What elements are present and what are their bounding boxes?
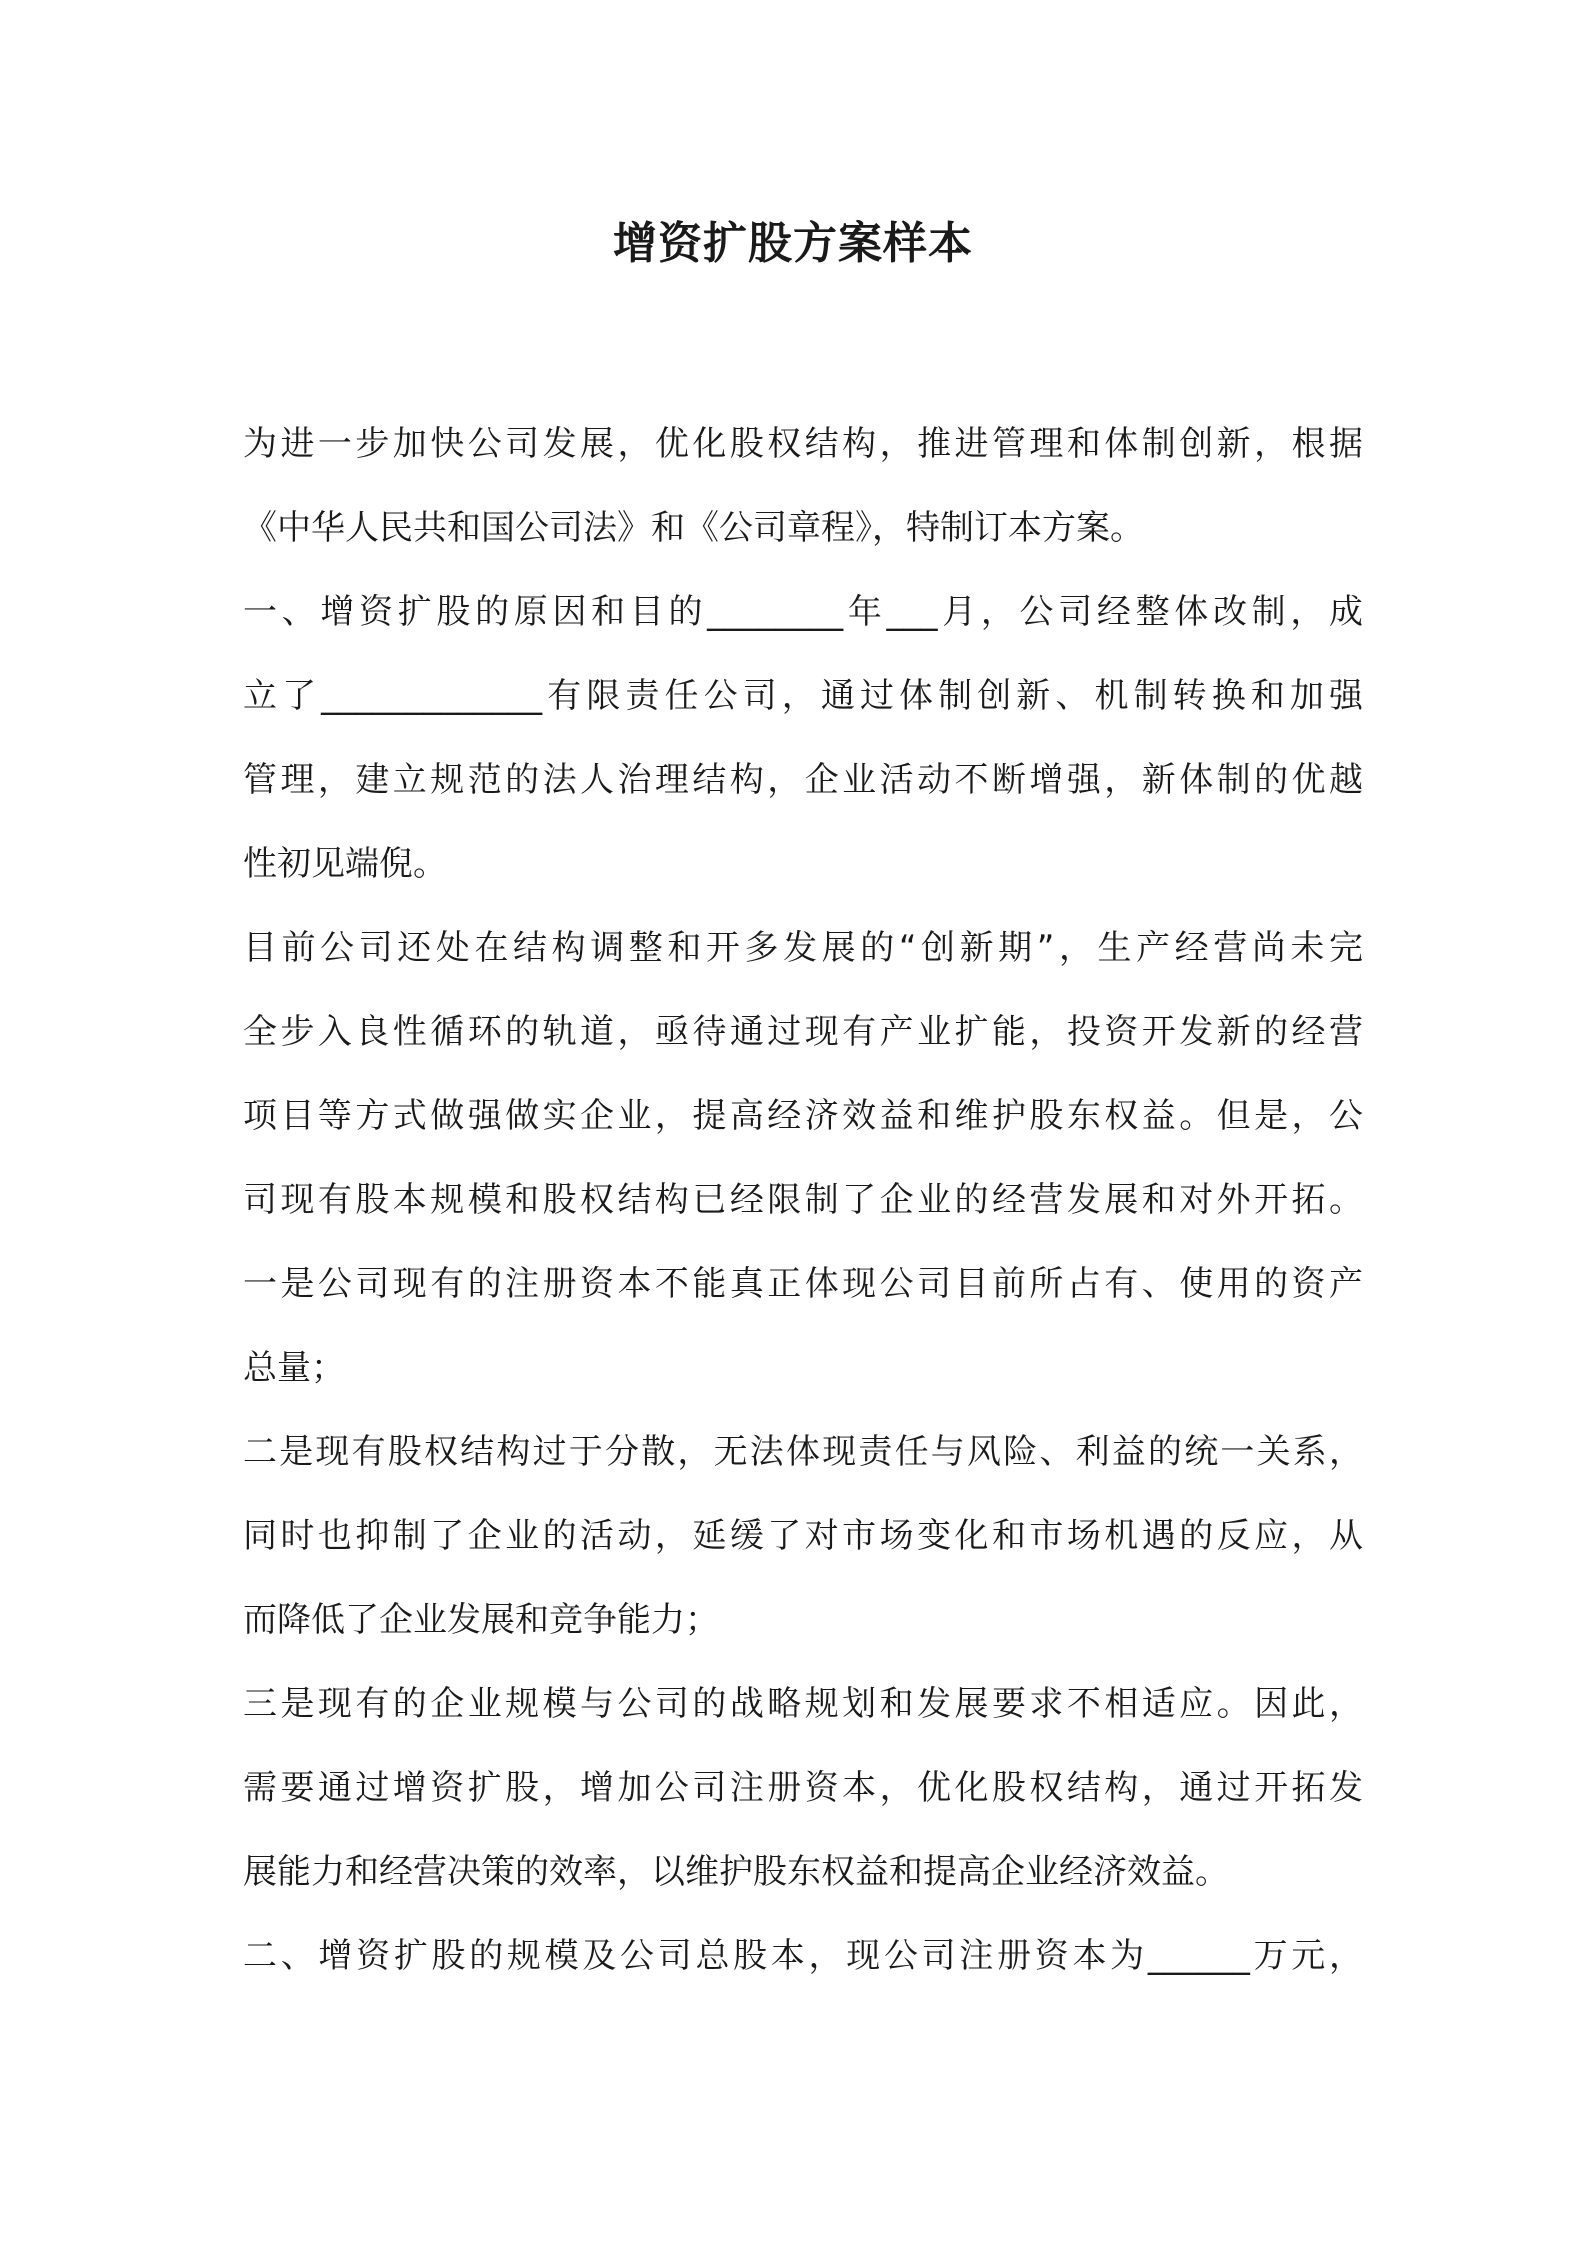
- document-title: 增资扩股方案样本: [613, 218, 973, 269]
- body-line: 同时也抑制了企业的活动，延缓了对市场变化和市场机遇的反应，从: [243, 1516, 1363, 1556]
- body-line: 性初见端倪。: [243, 844, 447, 884]
- body-line: 目前公司还处在结构调整和开多发展的“创新期”，生产经营尚未完: [243, 928, 1363, 968]
- body-line: 项目等方式做强做实企业，提高经济效益和维护股东权益。但是，公: [243, 1096, 1363, 1136]
- body-line: 全步入良性循环的轨道，亟待通过现有产业扩能，投资开发新的经营: [243, 1012, 1363, 1052]
- body-line: 为进一步加快公司发展，优化股权结构，推进管理和体制创新，根据: [243, 424, 1363, 464]
- body-line: 一是公司现有的注册资本不能真正体现公司目前所占有、使用的资产: [243, 1264, 1363, 1304]
- body-line: 一、增资扩股的原因和目的________年___月，公司经整体改制，成: [243, 592, 1363, 632]
- body-line: 管理，建立规范的法人治理结构，企业活动不断增强，新体制的优越: [243, 760, 1363, 800]
- body-line: 二是现有股权结构过于分散，无法体现责任与风险、利益的统一关系，: [243, 1432, 1363, 1472]
- body-line: 《中华人民共和国公司法》和《公司章程》，特制订本方案。: [243, 508, 1144, 548]
- body-line: 展能力和经营决策的效率，以维护股东权益和提高企业经济效益。: [243, 1852, 1229, 1892]
- body-line: 二、增资扩股的规模及公司总股本，现公司注册资本为______万元，: [243, 1936, 1363, 1976]
- body-line: 立了_____________有限责任公司，通过体制创新、机制转换和加强: [243, 676, 1363, 716]
- body-line: 三是现有的企业规模与公司的战略规划和发展要求不相适应。因此，: [243, 1684, 1363, 1724]
- body-line: 总量；: [243, 1348, 345, 1388]
- body-line: 需要通过增资扩股，增加公司注册资本，优化股权结构，通过开拓发: [243, 1768, 1363, 1808]
- body-line: 而降低了企业发展和竞争能力；: [243, 1600, 719, 1640]
- body-line: 司现有股本规模和股权结构已经限制了企业的经营发展和对外开拓。: [243, 1180, 1363, 1220]
- document-body: [243, 402, 1363, 1998]
